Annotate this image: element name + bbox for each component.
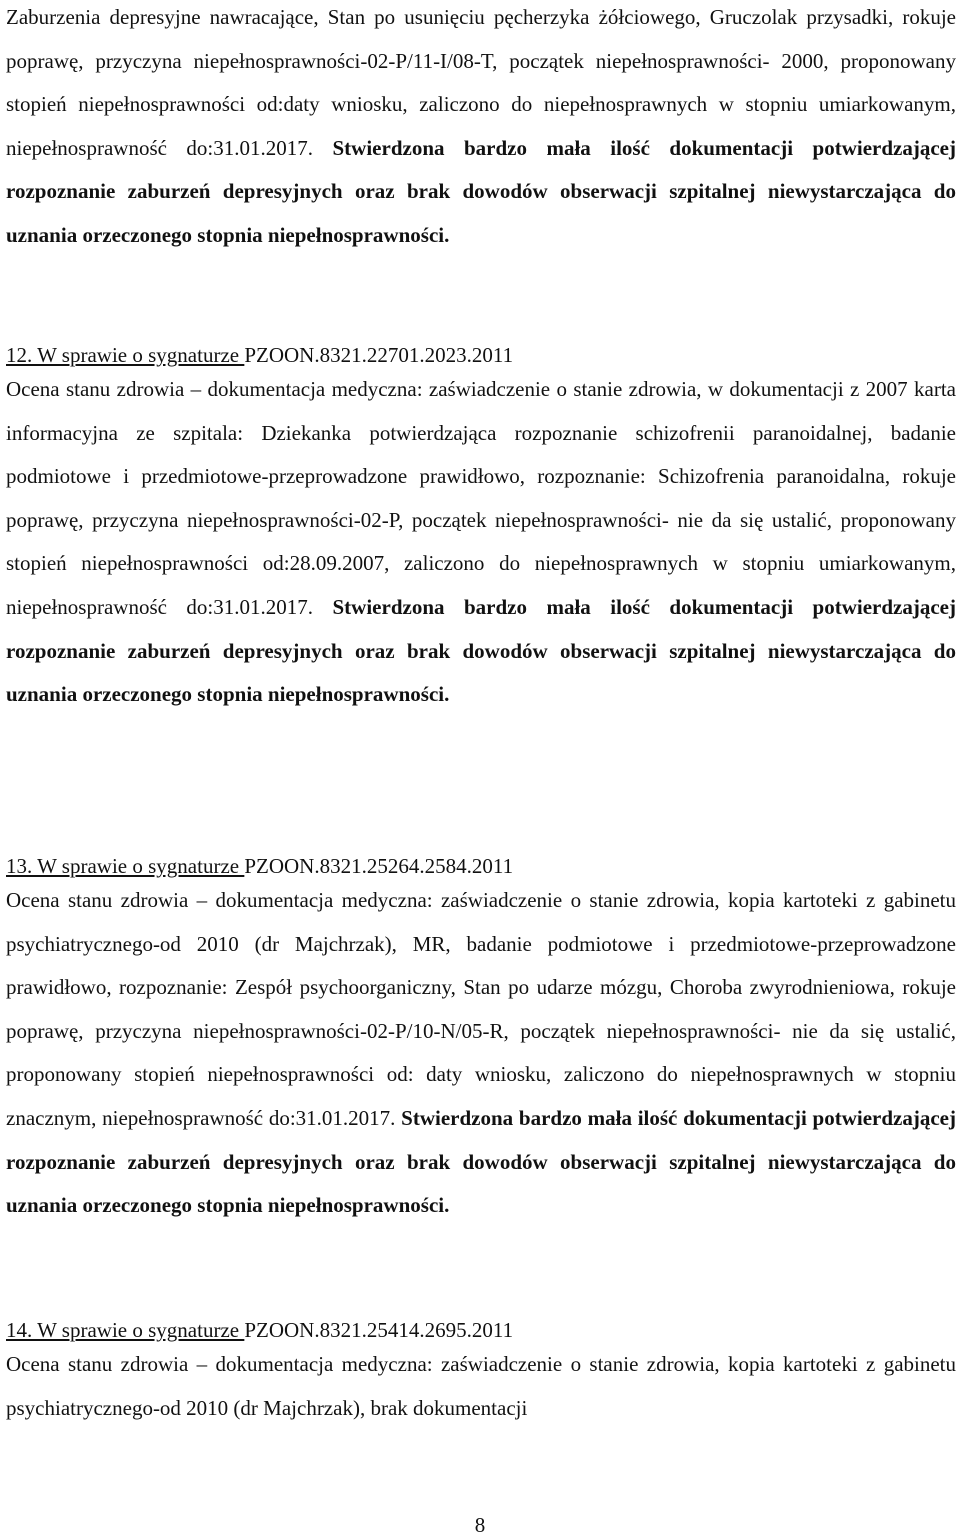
section-text: Ocena stanu zdrowia – dokumentacja medyczna: zaświadczenie o stanie zdrowia, kopia kartoteki z gabinetu psychiatrycznego-od 2010 (dr Majchrzak), MR, badanie podmiotowe i przedmiotowe-przeprowadzone prawidłowo, rozpoznanie: Zespół psychoorganiczny, Stan po udarze mózgu, Choroba zwyrodnieniowa, rokuje poprawę, przyczyna niepełnosprawności-02-P/10-N/05-R, początek niepełnosprawności- nie da się ustalić, proponowany stopień niepełnosprawności od: daty wniosku, zaliczono do niepełnosprawnych w stopniu znacznym, niepełnosprawność do:31.01.2017. — [6, 888, 956, 1130]
case-signature: PZOON.8321.22701.2023.2011 — [244, 343, 514, 367]
section-heading-link[interactable]: 12. W sprawie o sygnaturze — [6, 343, 245, 367]
intro-text: Zaburzenia depresyjne nawracające, Stan po usunięciu pęcherzyka żółciowego, Gruczolak przysadki, rokuje poprawę, przyczyna niepełnosprawności-02-P/11-I/08-T, początek niepełnosprawności- 2000, proponowany stopień niepełnosprawności od:daty wniosku, zaliczono do niepełnosprawnych w stopniu umiarkowanym, niepełnosprawność do:31.01.2017. — [6, 5, 956, 160]
intro-block — [6, 0, 956, 258]
section-heading — [6, 342, 956, 368]
section-14 — [6, 1317, 956, 1430]
section-12 — [6, 342, 956, 717]
section-heading-link[interactable]: 14. W sprawie o sygnaturze — [6, 1318, 245, 1342]
section-heading-link[interactable]: 13. W sprawie o sygnaturze — [6, 854, 245, 878]
intro-bold-note: Stwierdzona bardzo mała ilość dokumentacji potwierdzającej rozpoznanie zaburzeń depresyjnych oraz brak dowodów obserwacji szpitalnej niewystarczająca do uznania orzeczonego stopnia niepełnosprawności. — [6, 135, 956, 247]
section-heading — [6, 853, 956, 879]
section-text: Ocena stanu zdrowia – dokumentacja medyczna: zaświadczenie o stanie zdrowia, kopia kartoteki z gabinetu psychiatrycznego-od 2010 (dr Majchrzak), brak dokumentacji — [6, 1352, 956, 1420]
section-text: Ocena stanu zdrowia – dokumentacja medyczna: zaświadczenie o stanie zdrowia, w dokumentacji z 2007 karta informacyjna ze szpitala: Dziekanka potwierdzająca rozpoznanie schizofrenii paranoidalnej, badanie podmiotowe i przedmiotowe-przeprowadzone prawidłowo, rozpoznanie: Schizofrenia paranoidalna, rokuje poprawę, przyczyna niepełnosprawności-02-P, początek niepełnosprawności- nie da się ustalić, proponowany stopień niepełnosprawności od:28.09.2007, zaliczono do niepełnosprawnych w stopniu umiarkowanym, niepełnosprawność do:31.01.2017. — [6, 377, 956, 619]
section-13 — [6, 853, 956, 1228]
case-signature: PZOON.8321.25414.2695.2011 — [244, 1318, 514, 1342]
section-heading — [6, 1317, 956, 1343]
case-signature: PZOON.8321.25264.2584.2011 — [244, 854, 514, 878]
page-number: 8 — [474, 1513, 486, 1537]
section-bold-note: Stwierdzona bardzo mała ilość dokumentacji potwierdzającej rozpoznanie zaburzeń depresyjnych oraz brak dowodów obserwacji szpitalnej niewystarczająca do uznania orzeczonego stopnia niepełnosprawności. — [6, 594, 956, 707]
section-bold-note: Stwierdzona bardzo mała ilość dokumentacji potwierdzającej rozpoznanie zaburzeń depresyjnych oraz brak dowodów obserwacji szpitalnej niewystarczająca do uznania orzeczonego stopnia niepełnosprawności. — [6, 1105, 956, 1218]
intro-paragraph — [6, 0, 956, 258]
section-paragraph — [6, 1343, 956, 1430]
section-paragraph — [6, 879, 956, 1228]
section-paragraph — [6, 368, 956, 717]
